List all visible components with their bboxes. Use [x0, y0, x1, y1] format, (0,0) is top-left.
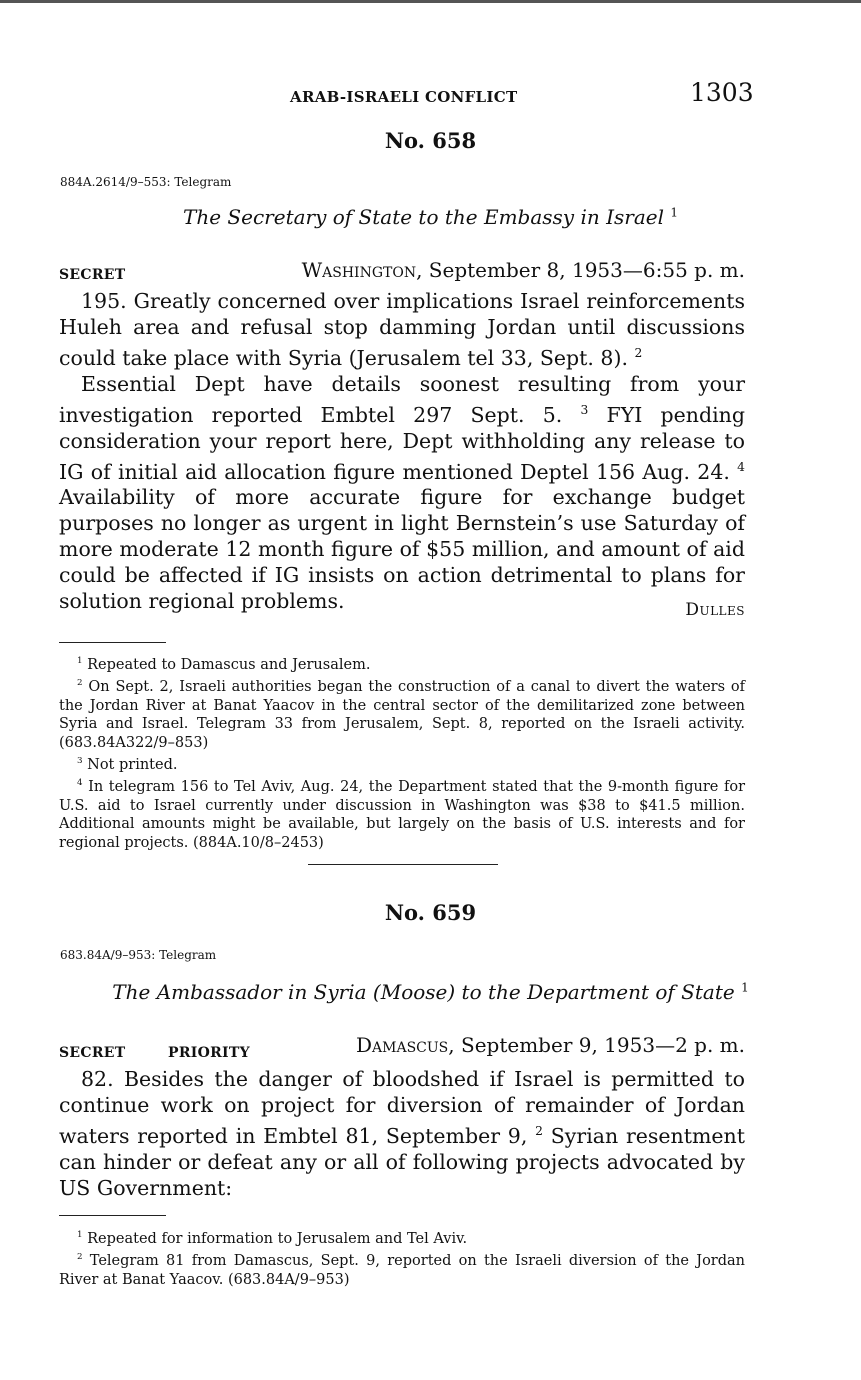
file-reference: 683.84A/9–953: Telegram — [60, 948, 217, 962]
document-title — [0, 980, 861, 1004]
paragraph-text: Syrian resentment can hinder or defeat any or all of following projects advocated by US Government: — [59, 1123, 745, 1200]
dateline-place: Washington — [301, 258, 417, 282]
paragraph-text: 195. Greatly concerned over implications Israel reinforcements Huleh area and refusal stop damming Jordan until discussions could take place with Syria (Jerusalem tel 33, Sept. 8). — [59, 289, 745, 370]
footnote-text: Repeated to Damascus and Jerusalem. — [87, 656, 371, 673]
classification-label: SECRET — [59, 1045, 126, 1061]
paragraph — [59, 371, 745, 615]
footnote-text: On Sept. 2, Israeli authorities began the construction of a canal to divert the waters of the Jordan River at Banat Yaacov in the central sector of the demilitarized zone between Syria and Israel. Telegram 33 from Jerusalem, Sept. 8, reported on the Israeli activity. (683.84A322/9–853) — [59, 679, 746, 751]
priority-label: PRIORITY — [168, 1045, 250, 1061]
title-text: The Secretary of State to the Embassy in Israel — [183, 205, 664, 229]
footnote — [59, 674, 745, 752]
footnote — [59, 652, 745, 674]
dateline-place: Damascus — [355, 1033, 449, 1057]
footnote-marker: 4 — [737, 459, 745, 474]
document-number: No. 659 — [384, 900, 477, 925]
classification — [59, 260, 125, 284]
top-border-line — [0, 0, 861, 3]
footnote-marker: 2 — [634, 346, 643, 360]
footnote — [59, 1226, 745, 1248]
footnote-marker: 1 — [670, 205, 678, 220]
paragraph-text: Availability of more accurate figure for exchange budget purposes no longer as urgent in light Bernstein’s use Saturday of more moderate 12 month figure of $55 million, and amount of aid could be affected if IG insists on action detrimental to plans for solution regional problems. — [59, 485, 745, 614]
dateline-date: , September 9, 1953—2 p. m. — [448, 1033, 745, 1057]
dateline — [330, 1033, 745, 1057]
message-body — [59, 1066, 745, 1201]
signature: Dulles — [685, 600, 745, 620]
footnote-marker: 3 — [580, 402, 589, 417]
dateline — [300, 258, 745, 282]
footnote — [59, 752, 745, 774]
footnote-number: 3 — [77, 756, 83, 767]
footnote-text: Not printed. — [87, 756, 178, 773]
document-number: No. 658 — [384, 128, 477, 153]
classification — [59, 1038, 125, 1062]
footnote-number: 2 — [77, 678, 83, 689]
footnote-rule — [59, 1215, 166, 1216]
title-text: The Ambassador in Syria (Moose) to the Department of State — [112, 980, 735, 1004]
paragraph-text: 82. Besides the danger of bloodshed if Israel is permitted to continue work on project for diversion of remainder of Jordan waters reported in Embtel 81, September 9, — [59, 1067, 745, 1148]
paragraph — [59, 288, 745, 371]
file-reference: 884A.2614/9–553: Telegram — [60, 175, 232, 189]
footnotes — [59, 1226, 745, 1289]
footnote-text: In telegram 156 to Tel Aviv, Aug. 24, the Department stated that the 9-month figure for U.S. aid to Israel currently under discussion in Washington was $38 to $41.5 million. Additional amounts might be available, but largely on the basis of U.S. interests and for regional projects. (884A.10/8–2453) — [59, 779, 745, 851]
priority — [168, 1038, 250, 1062]
footnote-number: 1 — [77, 656, 83, 666]
footnote-rule — [59, 642, 166, 643]
footnote-number: 2 — [77, 1252, 83, 1263]
footnote-number: 1 — [77, 1230, 83, 1240]
dateline-date: , September 8, 1953—6:55 p. m. — [416, 258, 745, 282]
message-body — [59, 288, 745, 614]
paragraph-text: FYI pending consideration your report here, Dept withholding any release to IG of initial aid allocation figure mentioned Deptel 156 Aug. 24. — [59, 402, 745, 484]
classification-label: SECRET — [59, 267, 126, 283]
page-number: 1303 — [690, 78, 754, 107]
footnote-marker: 2 — [535, 1124, 543, 1138]
paragraph — [59, 1066, 745, 1201]
footnote — [59, 1248, 745, 1289]
footnote-text: Repeated for information to Jerusalem and Tel Aviv. — [87, 1230, 468, 1247]
running-head: ARAB-ISRAELI CONFLICT — [290, 88, 518, 106]
footnote-text: Telegram 81 from Damascus, Sept. 9, reported on the Israeli diversion of the Jordan River at Banat Yaacov. (683.84A/9–953) — [59, 1253, 745, 1288]
paragraph-text: Essential Dept have details soonest resulting from your investigation reported Embtel 297 Sept. 5. — [59, 371, 745, 427]
footnotes — [59, 652, 745, 852]
section-separator — [308, 864, 498, 865]
footnote-marker: 1 — [741, 980, 749, 995]
footnote — [59, 774, 745, 852]
document-title — [0, 205, 861, 229]
footnote-number: 4 — [77, 778, 83, 789]
